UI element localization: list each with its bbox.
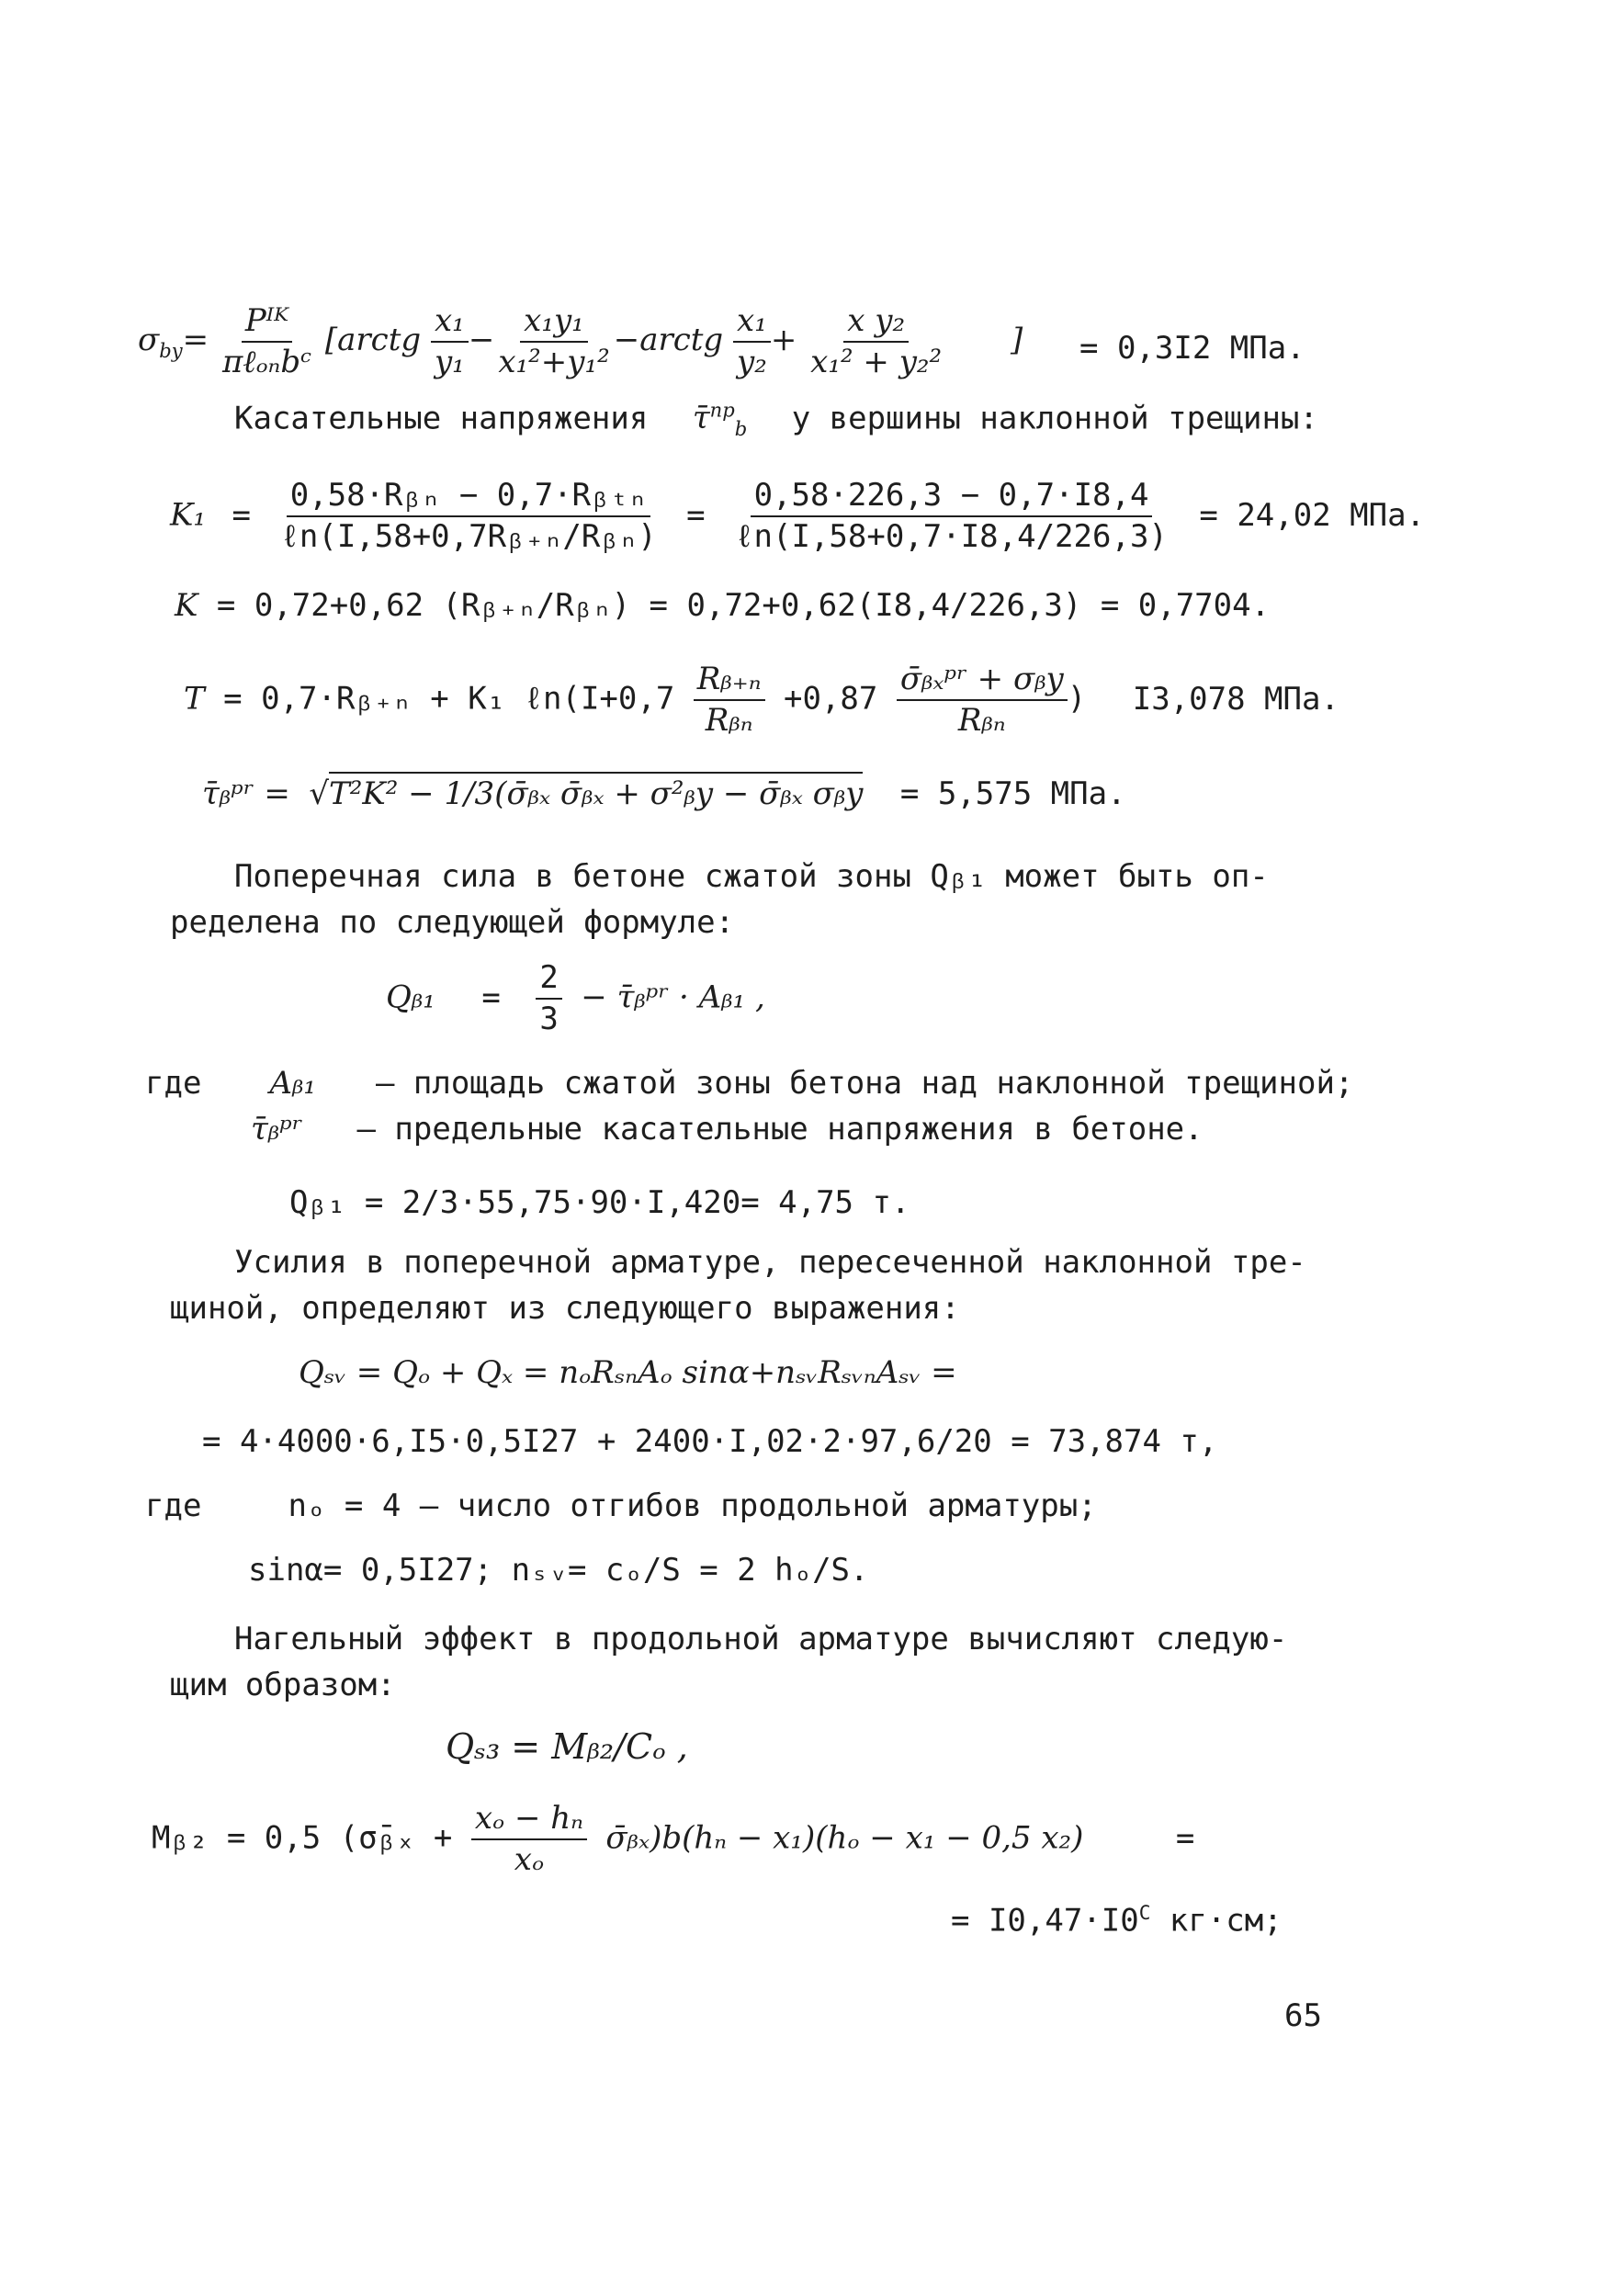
fraction-denominator: y₂ xyxy=(737,344,767,381)
formula-k xyxy=(175,588,1270,624)
equals-sign: = xyxy=(481,978,501,1016)
formula-qs3: Qₛ₃ = Mᵦ₂/Cₒ , xyxy=(446,1726,688,1767)
fraction xyxy=(471,1801,587,1878)
formula-tau xyxy=(202,776,1126,812)
fraction-numerator: x₁y₁ xyxy=(520,303,588,343)
fraction-denominator: Rᵦₙ xyxy=(957,702,1006,740)
where-label: где xyxy=(145,1487,202,1524)
formula-sigma-by-result: = 0,3I2 МПа. xyxy=(1079,330,1305,367)
formula-text: σ̄ᵦₓ)b(hₙ − x₁)(hₒ − x₁ − 0,5 x₂) xyxy=(605,1819,1084,1857)
fraction xyxy=(731,478,1171,555)
equals-sign: = xyxy=(1175,1819,1195,1857)
paragraph-text: у вершины наклонной трещины: xyxy=(791,400,1318,437)
paragraph-dowel-line1: Нагельный эффект в продольной арматуре вычисляют следую- xyxy=(234,1621,1288,1657)
where-line-3 xyxy=(145,1488,1097,1524)
fraction-denominator: πℓₒₙbᶜ xyxy=(221,344,312,381)
formula-result: I3,078 МПа. xyxy=(1132,680,1339,718)
fraction-numerator: x₁ xyxy=(733,303,771,343)
fraction-numerator: σ̄ᵦₓᵖʳ + σᵦy xyxy=(897,662,1068,701)
formula-text: = I0,47·I0 xyxy=(951,1902,1139,1940)
page-number: 65 xyxy=(1284,1997,1322,2034)
operator: − xyxy=(468,322,495,359)
paragraph-shear-line1: Поперечная сила в бетоне сжатой зоны Qᵦ₁ может быть оп- xyxy=(234,858,1269,895)
fraction xyxy=(694,662,765,739)
fraction-numerator: 0,58·226,3 − 0,7·I8,4 xyxy=(751,478,1153,517)
formula-text: −arctg xyxy=(613,322,724,359)
formula-lhs: K xyxy=(175,587,198,624)
formula-sigma-by xyxy=(138,303,1023,380)
formula-lhs: Qᵦ₁ xyxy=(386,978,435,1016)
fraction-denominator: Rᵦₙ xyxy=(705,702,753,740)
definition-text: nₒ = 4 – число отгибов продольной арматуры; xyxy=(288,1487,1097,1524)
formula-mb2-value xyxy=(951,1902,1283,1939)
fraction-denominator: ℓn(I,58+0,7·I8,4/226,3) xyxy=(735,518,1168,556)
operator: + xyxy=(770,322,797,359)
fraction-numerator: 0,58·Rᵦₙ − 0,7·Rᵦₜₙ xyxy=(287,478,651,517)
fraction-numerator: Rᵦ₊ₙ xyxy=(694,662,765,701)
paragraph-transverse-line2: щиной, определяют из следующего выражения: xyxy=(170,1290,960,1327)
paragraph-tangential xyxy=(234,400,1318,440)
definition-text: – предельные касательные напряжения в бетоне. xyxy=(356,1111,1204,1148)
fraction-numerator: xₒ − hₙ xyxy=(471,1801,587,1840)
formula-lhs: τ̄ᵦᵖʳ = xyxy=(202,775,290,812)
fraction-denominator: x₁² + y₂² xyxy=(810,344,943,381)
symbol-sup: пр xyxy=(709,399,735,422)
equals-sign: = xyxy=(686,496,706,534)
symbol: Aᵦ₁ xyxy=(269,1065,317,1102)
fraction xyxy=(807,303,945,380)
formula-result: = 5,575 МПа. xyxy=(899,775,1126,812)
formula-text: [arctg xyxy=(324,322,422,359)
formula-qsw-value: = 4·4000·6,I5·0,5I27 + 2400·I,02·2·97,6/20 = 73,874 т, xyxy=(202,1423,1218,1460)
fraction xyxy=(536,960,561,1037)
fraction-denominator: 3 xyxy=(539,1001,559,1038)
where-label: где xyxy=(145,1065,202,1102)
fraction xyxy=(277,478,660,555)
fraction xyxy=(494,303,613,380)
formula-lhs-sub: by xyxy=(159,338,183,362)
formula-text: ) xyxy=(1067,680,1087,718)
formula-text: Mᵦ₂ = 0,5 (σ̄ᵦₓ + xyxy=(152,1819,453,1857)
fraction-denominator: y₁ xyxy=(434,344,465,381)
formula-text: = 0,7·Rᵦ₊ₙ + K₁ ℓn(I+0,7 xyxy=(223,680,675,718)
fraction-numerator: x₁ xyxy=(431,303,469,343)
formula-t xyxy=(184,662,1339,739)
formula-text: +0,87 xyxy=(783,680,878,718)
symbol-text: τ̄ xyxy=(692,400,710,437)
fraction xyxy=(219,303,315,380)
formula-unit: кг·см; xyxy=(1169,1902,1283,1940)
paragraph-transverse-line1: Усилия в поперечной арматуре, пересеченной наклонной тре- xyxy=(234,1244,1306,1281)
paragraph-shear-line2: ределена по следующей формуле: xyxy=(170,904,735,941)
fraction xyxy=(431,303,469,380)
formula-qsw: Qₛᵥ = Qₒ + Qₓ = nₒRₛₙAₒ sinα+nₛᵥRₛᵥₙAₛᵥ = xyxy=(299,1354,957,1391)
fraction-numerator: 2 xyxy=(536,960,561,1000)
fraction-denominator: ℓn(I,58+0,7Rᵦ₊ₙ/Rᵦₙ) xyxy=(280,518,657,556)
formula-qb1 xyxy=(386,960,765,1037)
formula-mb2 xyxy=(152,1801,1194,1878)
where-line-1 xyxy=(145,1066,1353,1102)
paragraph-text: Касательные напряжения xyxy=(234,400,649,437)
symbol: τ̄ᵦᵖʳ xyxy=(251,1111,303,1148)
definition-text: – площадь сжатой зоны бетона над наклонной трещиной; xyxy=(375,1065,1354,1102)
formula-lhs: σ xyxy=(138,322,160,359)
sqrt-sign: √ xyxy=(309,775,330,812)
formula-sup: C xyxy=(1138,1901,1151,1924)
paragraph-dowel-line2: щим образом: xyxy=(170,1667,396,1703)
formula-text: − τ̄ᵦᵖʳ · Aᵦ₁ , xyxy=(581,978,765,1016)
where-line-2 xyxy=(251,1112,1204,1148)
fraction-numerator: Pᴵᴷ xyxy=(242,303,292,343)
formula-lhs: T xyxy=(184,680,205,718)
symbol-sub: b xyxy=(734,417,748,441)
formula-k1 xyxy=(170,478,1425,555)
tau-symbol xyxy=(692,399,748,441)
radicand: T²K² − 1/3(σ̄ᵦₓ σ̄ᵦₓ + σ²ᵦy − σ̄ᵦₓ σᵦy xyxy=(329,772,863,812)
formula-lhs: K₁ xyxy=(170,496,207,534)
fraction xyxy=(733,303,771,380)
formula-text: ] xyxy=(1010,322,1023,359)
equals-sign: = xyxy=(232,496,251,534)
formula-body: = 0,72+0,62 (Rᵦ₊ₙ/Rᵦₙ) = 0,72+0,62(I8,4/226,3) = 0,7704. xyxy=(216,587,1271,624)
fraction-denominator: xₒ xyxy=(514,1841,545,1879)
formula-result: = 24,02 МПа. xyxy=(1199,496,1426,534)
equals-sign: = xyxy=(182,322,209,359)
fraction xyxy=(897,662,1068,739)
fraction-denominator: x₁²+y₁² xyxy=(498,344,610,381)
formula-qb1-value: Qᵦ₁ = 2/3·55,75·90·I,420= 4,75 т. xyxy=(289,1184,910,1221)
fraction-numerator: x y₂ xyxy=(843,303,909,343)
formula-sin: sinα= 0,5I27; nₛᵥ= cₒ/S = 2 hₒ/S. xyxy=(248,1552,869,1589)
